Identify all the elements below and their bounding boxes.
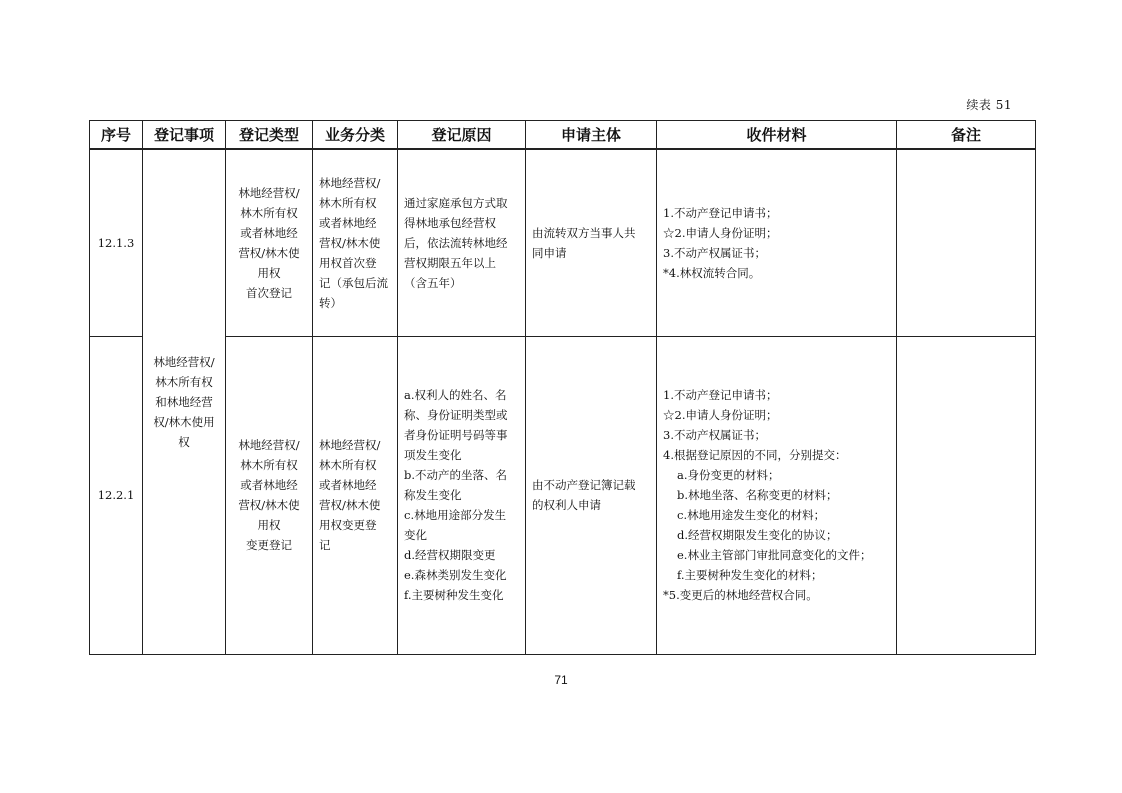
materials-cell: 1.不动产登记申请书； ☆2.申请人身份证明； 3.不动产权属证书； 4.根据登记原因的不同，分别提交： a.身份变更的材料； b.林地坐落、名称变更的材料； c.林地用途发生变化的材料； d.经营权期限发生变化的协议； e.林业主管部门审批同意变化的文件； f.主要树种发生变化的材料； *5.变更后的林地经营权合同。 (657, 336, 897, 654)
table-row (90, 336, 1036, 654)
business-category-cell: 林地经营权/ 林木所有权 或者林地经 营权/林木使 用权变更登 记 (313, 336, 398, 654)
applicant-cell: 由流转双方当事人共 同申请 (526, 149, 657, 336)
row-seq: 12.1.3 (90, 149, 143, 336)
header-remarks: 备注 (897, 121, 1036, 150)
header-registration-type: 登记类型 (226, 121, 313, 150)
header-materials: 收件材料 (657, 121, 897, 150)
registration-table (89, 120, 1036, 655)
continued-table-label: 续表 51 (966, 98, 1012, 112)
header-registration-reason: 登记原因 (398, 121, 526, 150)
header-business-category: 业务分类 (313, 121, 398, 150)
table-row (90, 149, 1036, 336)
business-category-cell: 林地经营权/ 林木所有权 或者林地经 营权/林木使 用权首次登 记（承包后流 转） (313, 149, 398, 336)
table-header-row (90, 121, 1036, 150)
remarks-cell (897, 149, 1036, 336)
header-applicant: 申请主体 (526, 121, 657, 150)
page-number: 71 (554, 673, 568, 687)
registration-reason-cell: 通过家庭承包方式取 得林地承包经营权 后，依法流转林地经 营权期限五年以上 （含五年） (398, 149, 526, 336)
registration-reason-cell: a.权利人的姓名、名 称、身份证明类型或 者身份证明号码等事 项发生变化 b.不动产的坐落、名 称发生变化 c.林地用途部分发生 变化 d.经营权期限变更 e.森林类别发生变化 f.主要树种发生变化 (398, 336, 526, 654)
header-registration-item: 登记事项 (143, 121, 226, 150)
registration-item-cell: 林地经营权/ 林木所有权 和林地经营 权/林木使用 权 (143, 149, 226, 654)
materials-cell: 1.不动产登记申请书； ☆2.申请人身份证明； 3.不动产权属证书； *4.林权流转合同。 (657, 149, 897, 336)
registration-type-cell: 林地经营权/ 林木所有权 或者林地经 营权/林木使 用权 变更登记 (226, 336, 313, 654)
remarks-cell (897, 336, 1036, 654)
applicant-cell: 由不动产登记簿记载 的权利人申请 (526, 336, 657, 654)
row-seq: 12.2.1 (90, 336, 143, 654)
registration-type-cell: 林地经营权/ 林木所有权 或者林地经 营权/林木使 用权 首次登记 (226, 149, 313, 336)
header-seq: 序号 (90, 121, 143, 150)
